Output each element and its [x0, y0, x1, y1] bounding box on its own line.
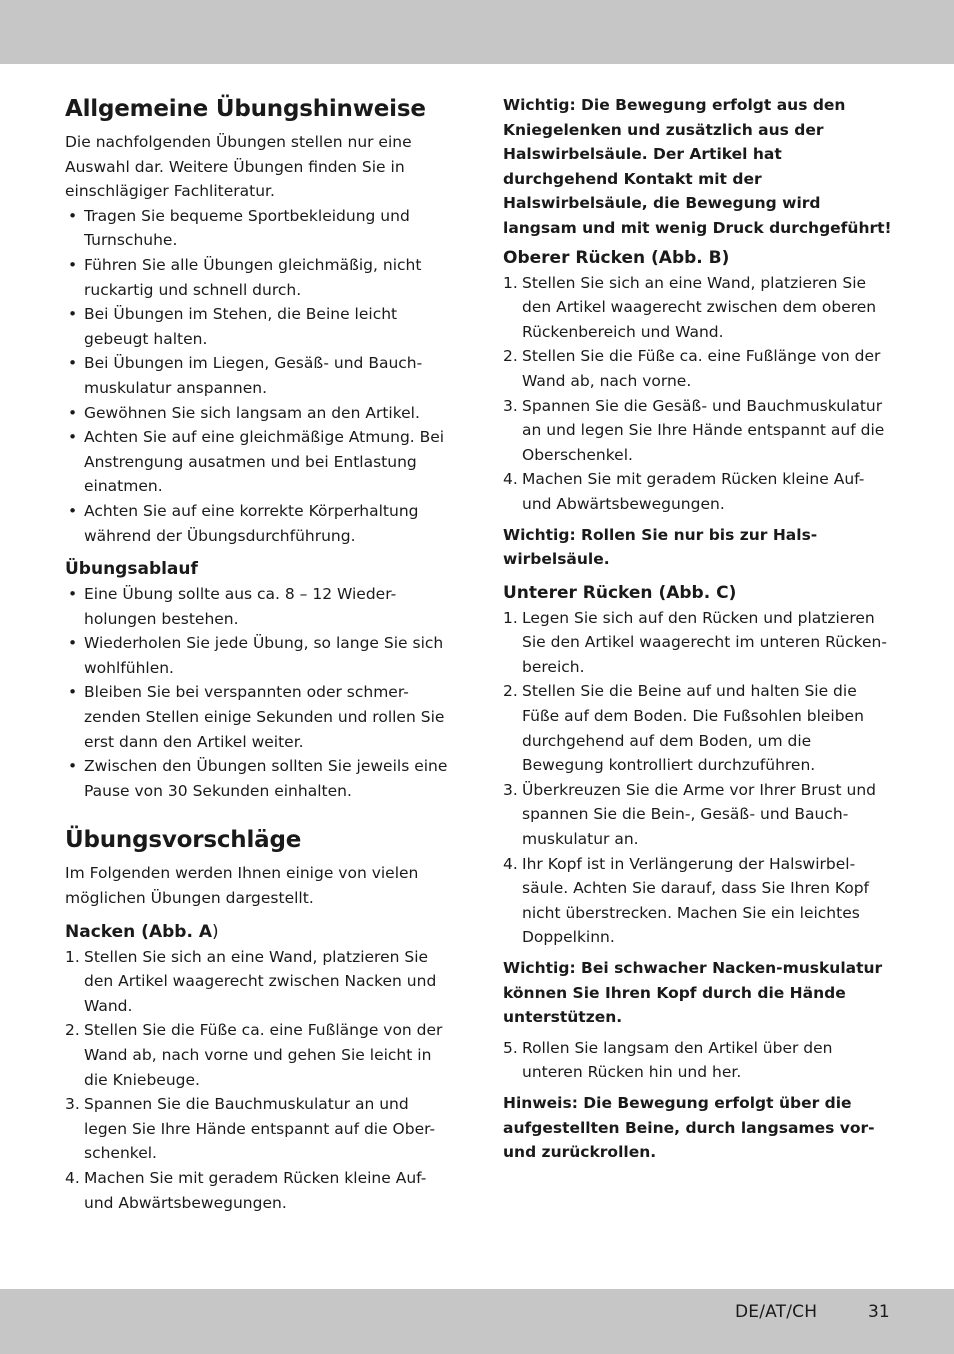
header-bar — [0, 0, 954, 64]
list-item: • Tragen Sie bequeme Sportbekleidung und Turnschuhe. — [65, 204, 450, 253]
procedure-heading: Übungsablauf — [65, 559, 198, 580]
suggestions-intro: Im Folgenden werden Ihnen einige von vielen möglichen Übungen dargestellt. — [65, 864, 419, 908]
list-item: 2. Stellen Sie die Füße ca. eine Fußlänge von der Wand ab, nach vorne. — [503, 347, 881, 390]
bullet-icon: • — [68, 683, 78, 702]
general-bullets — [65, 204, 450, 548]
neck-heading: Nacken (Abb. A) — [65, 921, 219, 942]
bullet-icon: • — [68, 206, 78, 225]
list-item: 3. Spannen Sie die Gesäß- und Bauchmuskulatur an und legen Sie Ihre Hände entspannt auf die Oberschenkel. — [503, 396, 885, 464]
list-item: • Bei Übungen im Stehen, die Beine leicht gebeugt halten. — [65, 302, 450, 351]
lower-back-important-note: Wichtig: Bei schwacher Nacken-muskulatur können Sie Ihren Kopf durch die Hände unterstützen. — [503, 959, 883, 1027]
left-column — [65, 92, 450, 1215]
list-item: 1. Stellen Sie sich an eine Wand, platzieren Sie den Artikel waagerecht zwischen dem oberen Rückenbereich und Wand. — [503, 273, 877, 341]
general-heading: Allgemeine Übungshinweise — [65, 96, 426, 122]
bullet-icon: • — [68, 428, 78, 447]
general-intro: Die nachfolgenden Übungen stellen nur eine Auswahl dar. Weitere Übungen finden Sie in einschlägiger Fachliteratur. — [65, 133, 412, 201]
bullet-icon: • — [68, 255, 78, 274]
list-item: • Bei Übungen im Liegen, Gesäß- und Bauch-muskulatur anspannen. — [65, 351, 450, 400]
bullet-icon: • — [68, 757, 78, 776]
footer-region-label: DE/AT/CH — [735, 1302, 818, 1322]
list-item: 2. Stellen Sie die Füße ca. eine Fußlänge von der Wand ab, nach vorne und gehen Sie leicht in die Kniebeuge. — [65, 1021, 443, 1089]
upper-back-steps — [503, 271, 895, 517]
list-item: • Eine Übung sollte aus ca. 8 – 12 Wieder-holungen bestehen. — [65, 582, 450, 631]
list-item: 1. Legen Sie sich auf den Rücken und platzieren Sie den Artikel waagerecht im unteren Rücken-bereich. — [503, 608, 887, 676]
list-item: 3. Überkreuzen Sie die Arme vor Ihrer Brust und spannen Sie die Bein-, Gesäß- und Bauch-muskulatur an. — [503, 780, 876, 849]
procedure-bullets — [65, 582, 450, 803]
bullet-icon: • — [68, 305, 78, 324]
list-item: 5. Rollen Sie langsam den Artikel über den unteren Rücken hin und her. — [503, 1038, 833, 1082]
bullet-icon: • — [68, 501, 78, 520]
list-item: • Achten Sie auf eine korrekte Körperhaltung während der Übungsdurchführung. — [65, 499, 450, 548]
list-item: • Führen Sie alle Übungen gleichmäßig, nicht ruckartig und schnell durch. — [65, 253, 450, 302]
list-item: • Zwischen den Übungen sollten Sie jeweils eine Pause von 30 Sekunden einhalten. — [65, 754, 450, 803]
bullet-icon: • — [68, 403, 78, 422]
list-item: 2. Stellen Sie die Beine auf und halten Sie die Füße auf dem Boden. Die Fußsohlen bleiben durchgehend auf dem Boden, um die Bewegung kontrolliert durchzuführen. — [503, 682, 864, 775]
neck-steps — [65, 945, 450, 1216]
list-item: 3. Spannen Sie die Bauchmuskulatur an und legen Sie Ihre Hände entspannt auf die Ober-schenkel. — [65, 1095, 436, 1163]
list-item: • Gewöhnen Sie sich langsam an den Artikel. — [65, 401, 450, 426]
list-item: 4. Machen Sie mit geradem Rücken kleine Auf- und Abwärtsbewegungen. — [65, 1168, 427, 1212]
lower-back-hint-note: Hinweis: Die Bewegung erfolgt über die aufgestellten Beine, durch langsames vor- und zurückrollen. — [503, 1093, 875, 1162]
upper-back-important-note: Wichtig: Rollen Sie nur bis zur Hals-wirbelsäule. — [503, 525, 818, 569]
list-item: 4. Machen Sie mit geradem Rücken kleine Auf- und Abwärtsbewegungen. — [503, 470, 865, 513]
list-item: • Wiederholen Sie jede Übung, so lange Sie sich wohlfühlen. — [65, 631, 450, 680]
important-neck-note: Wichtig: Die Bewegung erfolgt aus den Kniegelenken und zusätzlich aus der Halswirbelsäule. Der Artikel hat durchgehend Kontakt mit der Halswirbelsäule, die Bewegung wird langsam und mit wenig Druck durchgeführt! — [503, 96, 892, 237]
list-item: 4. Ihr Kopf ist in Verlängerung der Halswirbel-säule. Achten Sie darauf, dass Sie Ihren Kopf nicht überstrecken. Machen Sie ein leichtes Doppelkinn. — [503, 854, 869, 947]
lower-back-step-5 — [503, 1036, 895, 1085]
list-item: • Bleiben Sie bei verspannten oder schmer-zenden Stellen einige Sekunden und rollen Sie erst dann den Artikel weiter. — [65, 680, 450, 754]
lower-back-steps — [503, 606, 895, 950]
upper-back-heading: Oberer Rücken (Abb. B) — [503, 247, 730, 268]
bullet-icon: • — [68, 354, 78, 373]
right-column — [503, 93, 895, 1171]
bullet-icon: • — [68, 585, 78, 604]
list-item: • Achten Sie auf eine gleichmäßige Atmung. Bei Anstrengung ausatmen und bei Entlastung einatmen. — [65, 425, 450, 499]
suggestions-heading: Übungsvorschläge — [65, 827, 302, 854]
page-number: 31 — [868, 1302, 890, 1322]
lower-back-heading: Unterer Rücken (Abb. C) — [503, 582, 737, 603]
bullet-icon: • — [68, 634, 78, 653]
list-item: 1. Stellen Sie sich an eine Wand, platzieren Sie den Artikel waagerecht zwischen Nacken und Wand. — [65, 947, 437, 1015]
